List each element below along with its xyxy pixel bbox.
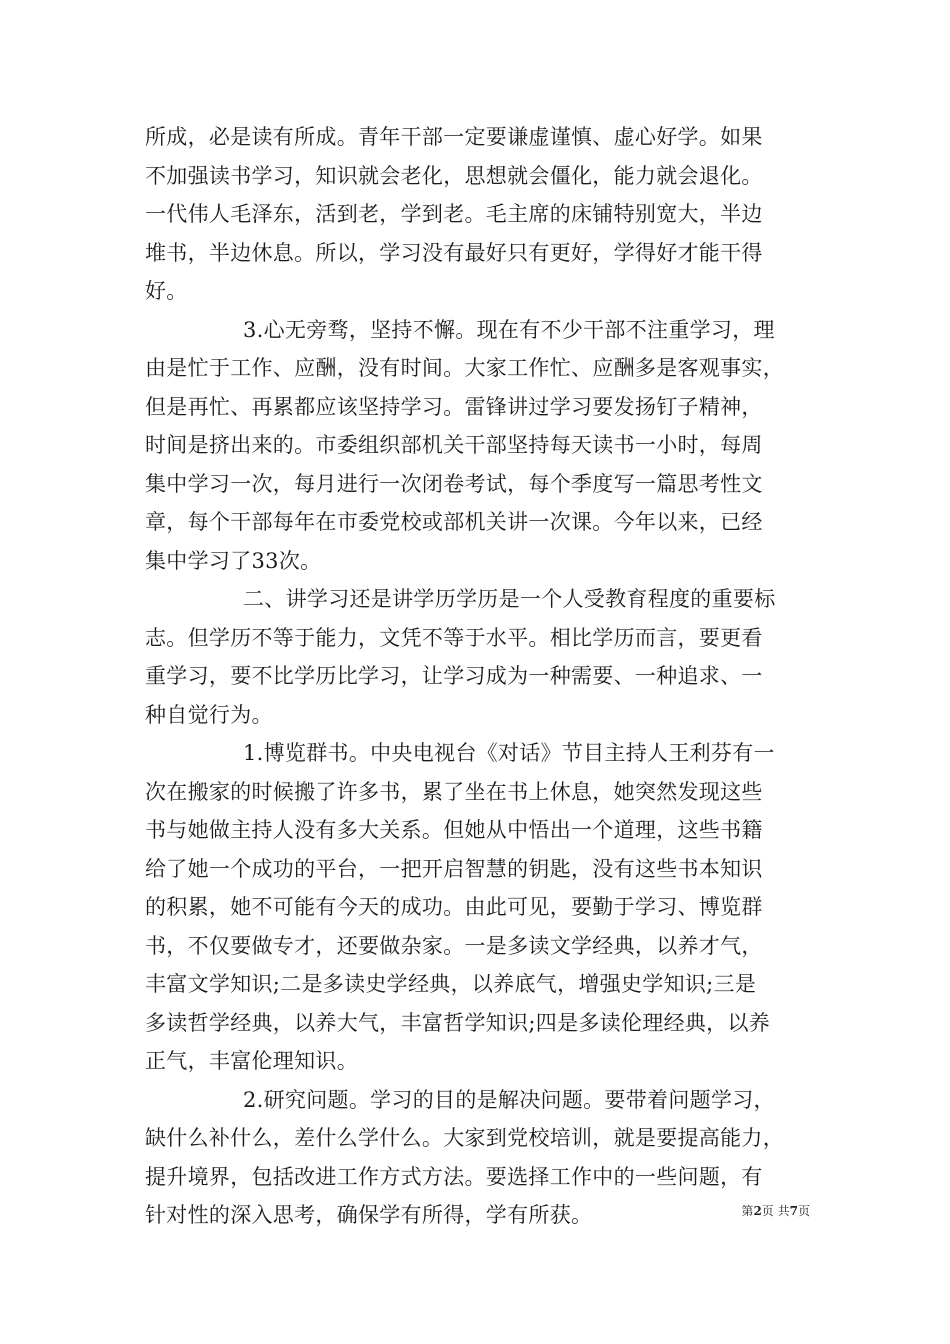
- text-line: 2.研究问题。学习的目的是解决问题。要带着问题学习，: [243, 1087, 775, 1112]
- text-line: 堆书，半边休息。所以，学习没有最好只有更好，学得好才能干得: [145, 240, 763, 265]
- text-line: 的积累，她不可能有今天的成功。由此可见，要勤于学习、博览群: [145, 895, 763, 919]
- text-line: 书与她做主持人没有多大关系。但她从中悟出一个道理，这些书籍: [145, 818, 763, 842]
- document-body: [145, 118, 815, 1235]
- text-line: 由是忙于工作、应酬，没有时间。大家工作忙、应酬多是客观事实，: [145, 356, 784, 380]
- text-line: 时间是挤出来的。市委组织部机关干部坚持每天读书一小时，每周: [145, 433, 763, 457]
- text-line: 重学习，要不比学历比学习，让学习成为一种需要、一种追求、一: [145, 664, 763, 688]
- total-page-number: 7: [789, 1204, 798, 1218]
- text-line: 集中学习一次，每月进行一次闭卷考试，每个季度写一篇思考性文: [145, 471, 763, 496]
- text-line: 所成，必是读有所成。青年干部一定要谦虚谨慎、虚心好学。如果: [145, 125, 763, 149]
- text-line: 好。: [145, 279, 188, 303]
- text-line: 集中学习了33次。: [145, 548, 322, 573]
- text-line: 二、讲学习还是讲学历学历是一个人受教育程度的重要标: [243, 587, 776, 611]
- text-line: 给了她一个成功的平台，一把开启智慧的钥匙，没有这些书本知识: [145, 856, 763, 881]
- text-line: 章，每个干部每年在市委党校或部机关讲一次课。今年以来，已经: [145, 510, 763, 534]
- text-line: 多读哲学经典，以养大气，丰富哲学知识;四是多读伦理经典，以养: [145, 1010, 771, 1035]
- text-line: 1.博览群书。中央电视台《对话》节目主持人王利芬有一: [243, 741, 775, 765]
- text-line: 次在搬家的时候搬了许多书，累了坐在书上休息，她突然发现这些: [145, 779, 763, 804]
- text-line: 不加强读书学习，知识就会老化，思想就会僵化，能力就会退化。: [145, 163, 763, 188]
- text-line: 3.心无旁骛，坚持不懈。现在有不少干部不注重学习，理: [243, 317, 775, 342]
- footer-middle: 页 共: [761, 1204, 790, 1218]
- footer-prefix: 第: [741, 1204, 754, 1218]
- text-line: 种自觉行为。: [145, 702, 273, 727]
- current-page-number: 2: [753, 1204, 762, 1218]
- text-line: 丰富文学知识;二是多读史学经典，以养底气，增强史学知识;三是: [145, 972, 757, 996]
- text-line: 一代伟人毛泽东，活到老，学到老。毛主席的床铺特别宽大，半边: [145, 202, 763, 226]
- text-line: 缺什么补什么，差什么学什么。大家到党校培训，就是要提高能力，: [145, 1126, 784, 1150]
- text-line: 但是再忙、再累都应该坚持学习。雷锋讲过学习要发扬钉子精神，: [145, 394, 763, 419]
- text-line: 志。但学历不等于能力，文凭不等于水平。相比学历而言，要更看: [145, 625, 763, 650]
- text-line: 书，不仅要做专才，还要做杂家。一是多读文学经典，以养才气，: [145, 933, 763, 958]
- text-line: 提升境界，包括改进工作方式方法。要选择工作中的一些问题，有: [145, 1164, 763, 1189]
- text-line: 正气，丰富伦理知识。: [145, 1049, 358, 1073]
- text-line: 针对性的深入思考，确保学有所得，学有所获。: [145, 1203, 593, 1227]
- footer-suffix: 页: [797, 1204, 810, 1218]
- page-footer: [700, 1202, 810, 1219]
